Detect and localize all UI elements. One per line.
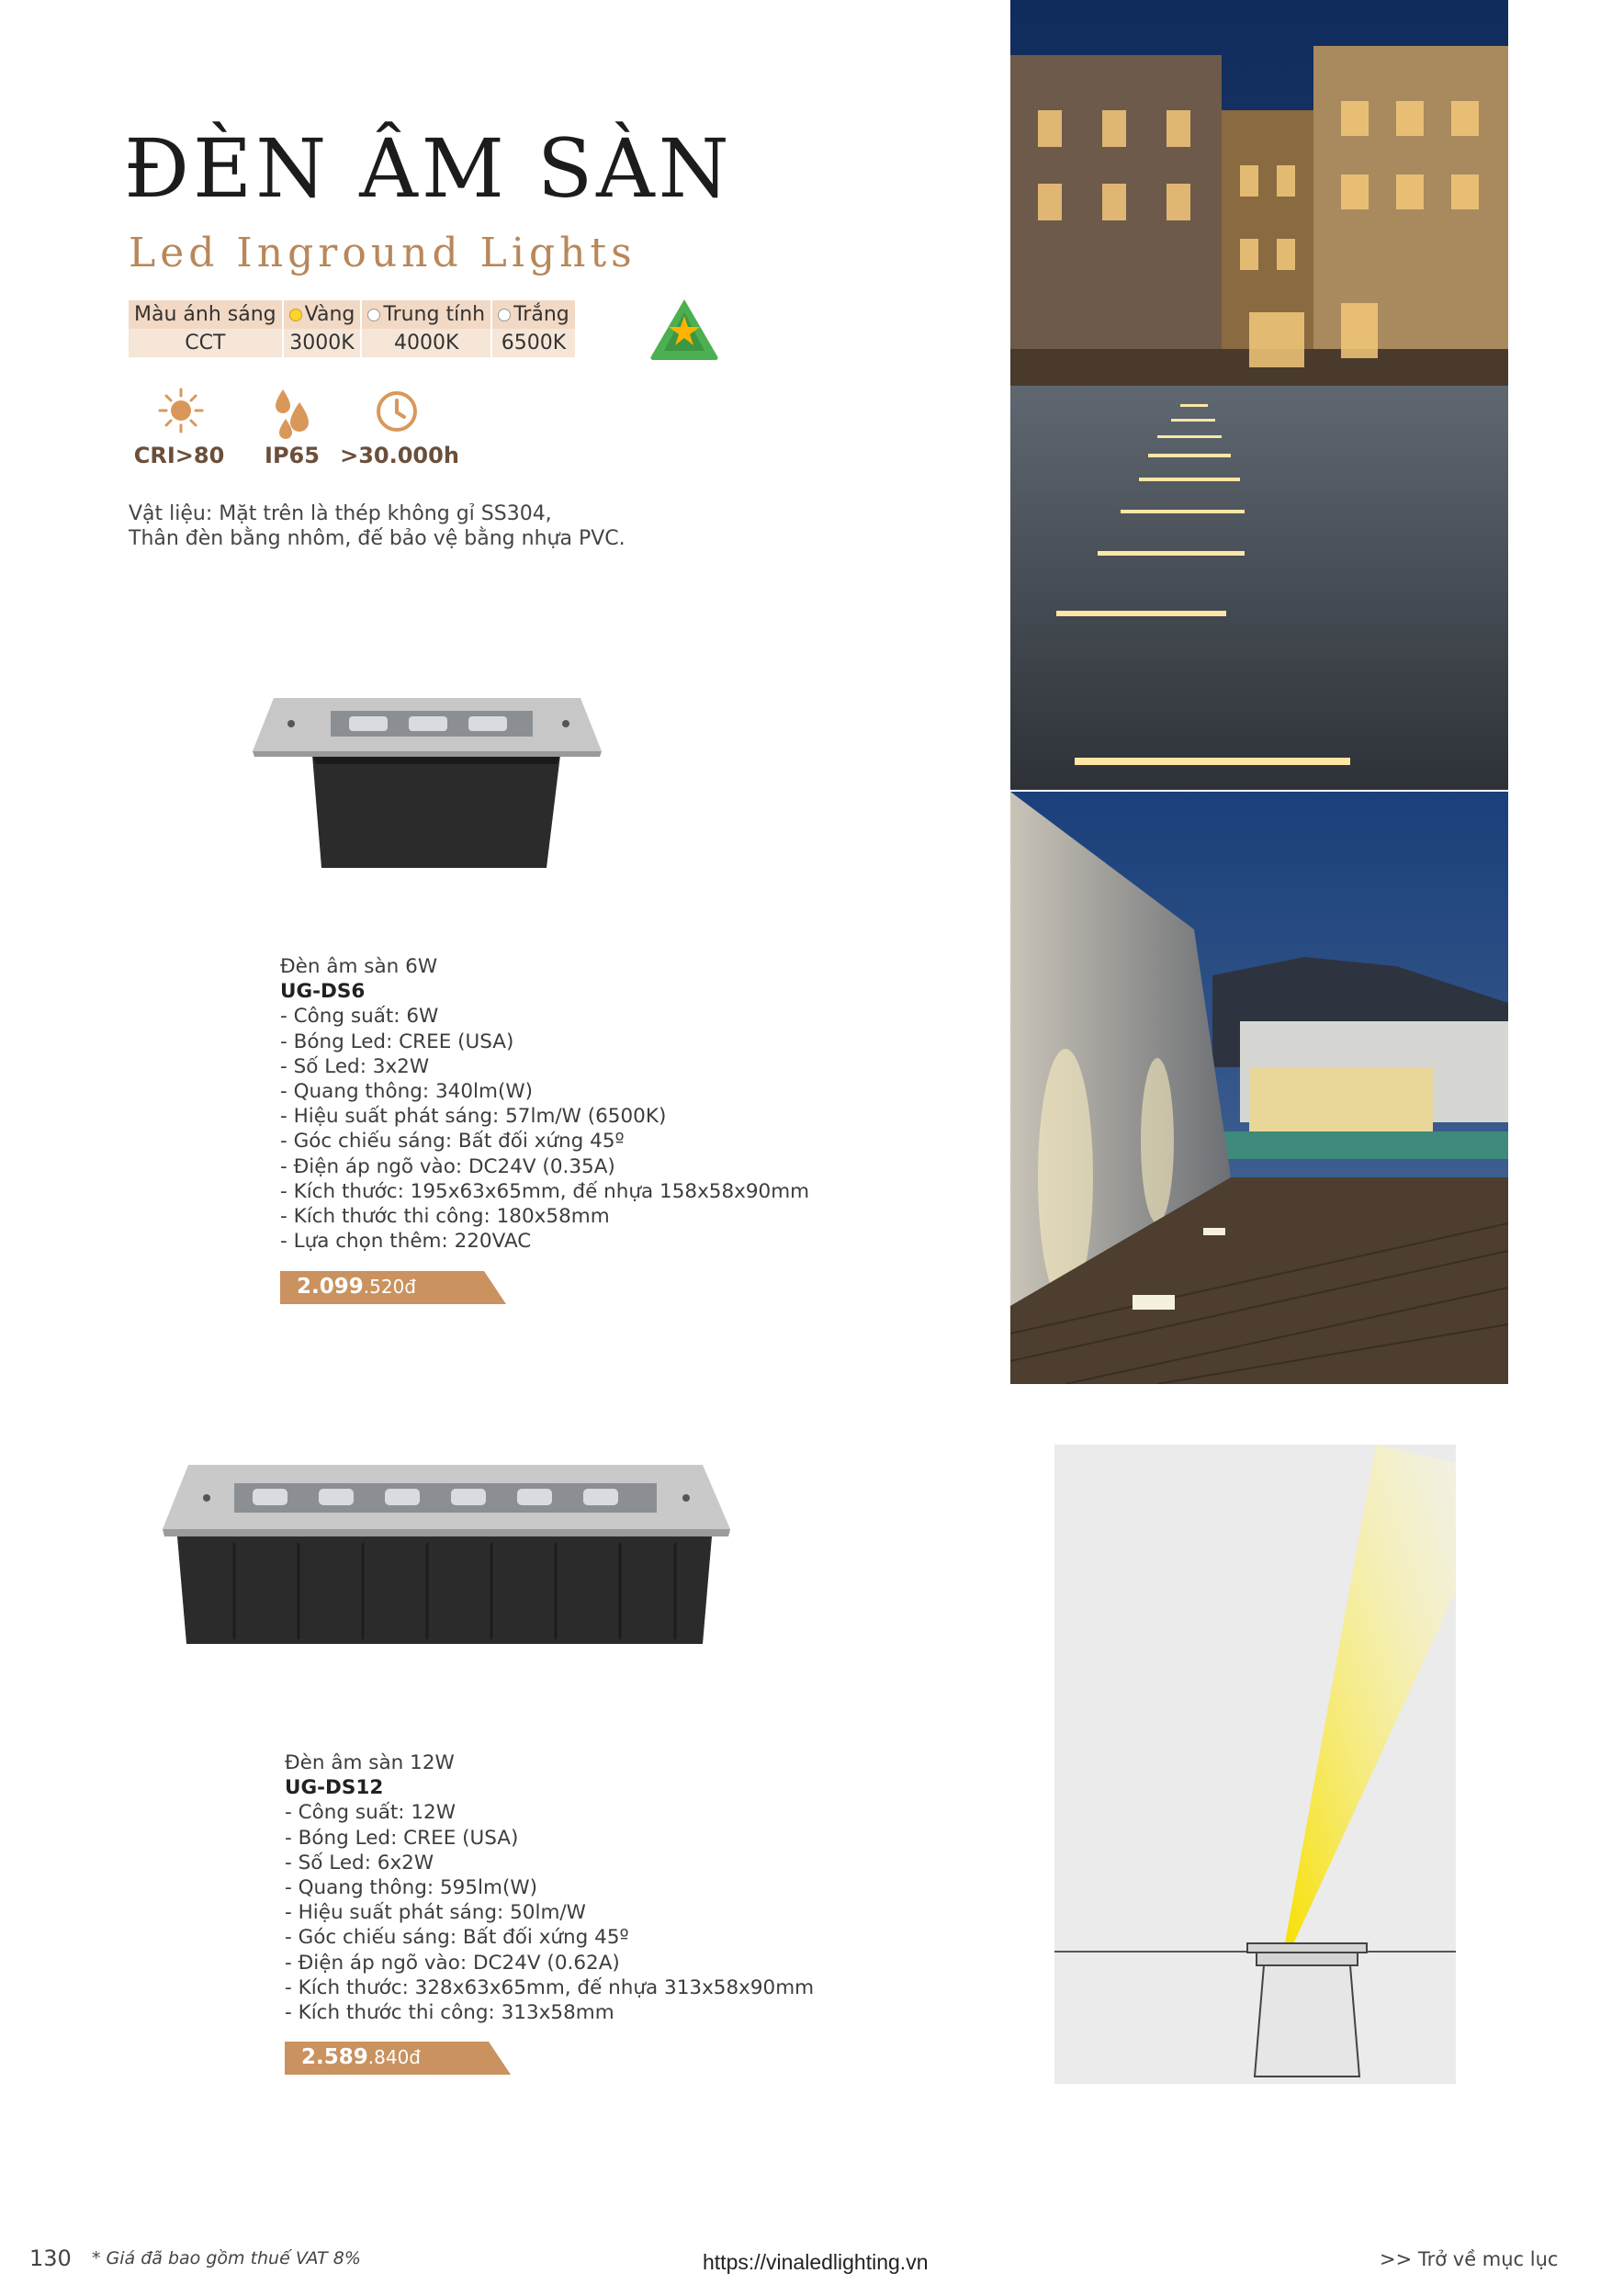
price-tag-ug-ds12 [285, 2042, 514, 2075]
yellow-dot-icon [289, 309, 302, 321]
spec-line: - Góc chiếu sáng: Bất đối xứng 45º [280, 1130, 625, 1154]
product-name: Đèn âm sàn 12W [285, 1751, 455, 1774]
cct-option-warm: Vàng [283, 300, 362, 329]
spec-line: - Kích thước: 328x63x65mm, đế nhựa 313x58x90mm [285, 1975, 815, 1999]
website-link[interactable]: https://vinaledlighting.vn [703, 2250, 929, 2274]
spec-line: - Số Led: 3x2W [280, 1054, 430, 1078]
page-title: ĐÈN ÂM SÀN [124, 121, 733, 216]
product-ug-ds12-details [285, 1750, 814, 2025]
product-name: Đèn âm sàn 6W [280, 955, 438, 978]
spec-line: - Điện áp ngõ vào: DC24V (0.62A) [285, 1951, 620, 1975]
application-photo-building [1010, 792, 1508, 1384]
spec-line: - Hiệu suất phát sáng: 57lm/W (6500K) [280, 1105, 667, 1129]
price-value: 2.589.840đ [301, 2045, 421, 2069]
beam-angle-diagram [1054, 1445, 1456, 2084]
white-dot-icon [498, 309, 511, 321]
product-image-ug-ds6 [248, 698, 606, 872]
spec-line: - Quang thông: 340lm(W) [280, 1080, 533, 1104]
cct-label: CCT [129, 329, 283, 357]
back-to-contents-link[interactable]: >> Trở về mục lục [1380, 2248, 1559, 2270]
material-line-2: Thân đèn bằng nhôm, đế bảo vệ bằng nhựa PVC. [129, 527, 626, 550]
spec-line: - Quang thông: 595lm(W) [285, 1876, 537, 1900]
vat-note: * Giá đã bao gồm thuế VAT 8% [92, 2248, 361, 2268]
spec-line: - Công suất: 12W [285, 1801, 456, 1825]
cct-value-6500: 6500K [491, 329, 576, 357]
lifetime-label: >30.000h [340, 443, 459, 468]
material-description [129, 501, 626, 551]
spec-line: - Kích thước thi công: 180x58mm [280, 1205, 610, 1229]
material-line-1: Vật liệu: Mặt trên là thép không gỉ SS304, [129, 502, 552, 525]
spec-line: - Kích thước: 195x63x65mm, đế nhựa 158x58x90mm [280, 1179, 810, 1203]
page-number: 130 [29, 2245, 72, 2271]
application-photo-street [1010, 0, 1508, 790]
spec-line: - Số Led: 6x2W [285, 1851, 434, 1874]
ip-label: IP65 [265, 443, 320, 468]
spec-line: - Hiệu suất phát sáng: 50lm/W [285, 1901, 586, 1925]
sun-icon [158, 388, 204, 433]
clock-icon [375, 389, 419, 433]
spec-line: - Công suất: 6W [280, 1005, 439, 1029]
water-drop-icon [272, 388, 312, 441]
spec-line: - Bóng Led: CREE (USA) [280, 1030, 514, 1053]
spec-line: - Kích thước thi công: 313x58mm [285, 2001, 614, 2025]
product-model: UG-DS6 [280, 980, 366, 1004]
cct-option-white: Trắng [491, 300, 576, 329]
neutral-dot-icon [367, 309, 380, 321]
cct-option-neutral: Trung tính [361, 300, 491, 329]
spec-line: - Góc chiếu sáng: Bất đối xứng 45º [285, 1926, 629, 1950]
spec-line: - Bóng Led: CREE (USA) [285, 1826, 519, 1850]
spec-line: - Điện áp ngõ vào: DC24V (0.35A) [280, 1154, 615, 1178]
spec-line: - Lựa chọn thêm: 220VAC [280, 1230, 532, 1254]
product-model: UG-DS12 [285, 1776, 384, 1800]
cct-label-color: Màu ánh sáng [129, 300, 283, 329]
page-subtitle: Led Inground Lights [129, 230, 637, 276]
energy-label-icon [648, 296, 721, 362]
cct-value-3000: 3000K [283, 329, 362, 357]
price-value: 2.099.520đ [297, 1275, 416, 1299]
cri-label: CRI>80 [133, 443, 225, 468]
product-ug-ds6-details [280, 954, 809, 1254]
price-tag-ug-ds6 [280, 1271, 510, 1304]
cct-table [129, 300, 577, 357]
cct-value-4000: 4000K [361, 329, 491, 357]
product-image-ug-ds12 [161, 1465, 735, 1649]
